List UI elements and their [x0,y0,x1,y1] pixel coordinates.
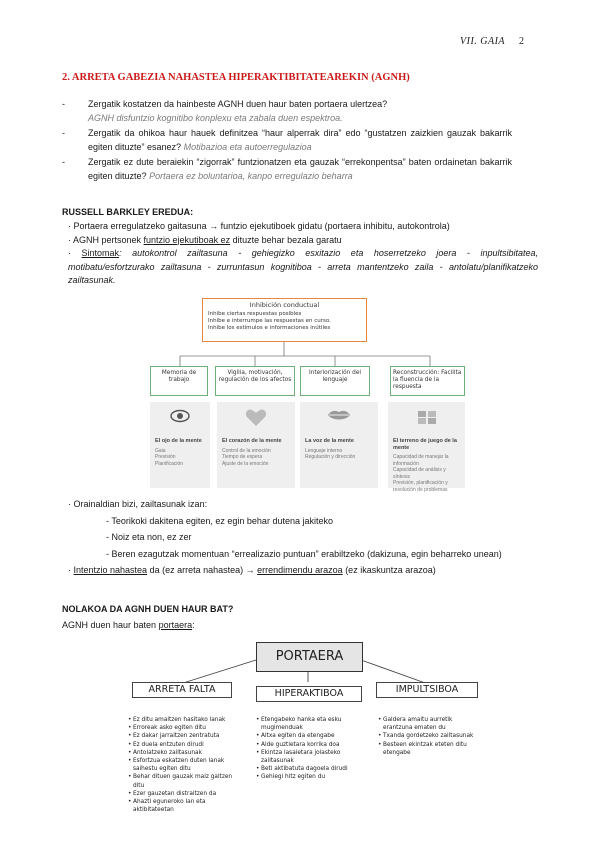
question-text: Zergatik da ohikoa haur hauek definitzea “haur alperrak dira” edo “gustatzen zaizkien gauzak bakarrik egiten dituzte” esanez? [88,128,512,152]
category-box: IMPULTSIBOA [376,682,478,698]
text-part: · AGNH pertsonek [68,234,144,245]
function-panel [300,402,378,488]
underlined-text: errendimendu arazoa [257,565,343,575]
list-item: • Ez ditu amaitzen hasitako lanak [128,716,236,724]
heart-icon [245,408,267,428]
inhibition-line: Inhibe e interrumpe las respuestas en curso. [208,318,331,324]
function-box: Reconstrucción: Facilita la fluencia de la respuesta [390,366,465,396]
present-sub: - Noiz eta non, ez zer [106,532,192,542]
inhibition-line: Inhibe los estímulos e informaciones inútiles [208,325,331,331]
underlined-text: portaera [158,620,193,630]
text-part: da (ez arreta nahastea) → [147,565,258,575]
present-block [68,498,538,578]
barkley-diagram [150,298,465,493]
inhibition-title: Inhibición conductual [249,301,320,309]
list-item: • Txanda gordetzeko zailtasunak [378,732,478,740]
answer-text: Motibazioa eta autoerregulazioa [183,141,312,152]
panel-title: El corazón de la mente [222,438,282,444]
hiperaktiboa-list [256,716,362,782]
question-item [62,127,512,154]
list-item: • Altxa egiten da etengabe [256,732,362,740]
panel-item: Gaia [155,447,166,454]
question-list [62,98,512,185]
panel-item: Lenguaje interno [305,447,343,454]
puzzle-icon [416,408,438,426]
panel-title: El ojo de la mente [155,438,202,444]
chapter-label: VII. GAIA [460,36,506,47]
underlined-text: funtzio ejekutiboak ez [143,234,231,245]
russell-line-3 [68,247,538,288]
nolakoa-heading: NOLAKOA DA AGNH DUEN HAUR BAT? [62,604,234,614]
page-number: 2 [519,36,525,47]
function-panel [217,402,295,488]
portaera-box: PORTAERA [256,642,363,672]
symptoms-text: : autokontrol zailtasuna - gehiegizko esxitazio eta hoserretzeko joera - inpultsibitatea, motibatu/esfortzurako zailtasuna - zurruntasun kognitiboa - arreta mantentzeko zaila - antolatu/planifikatzeko zailtasunak. [68,248,538,285]
panel-title: La voz de la mente [305,438,354,444]
list-item: • Erroreak asko egiten ditu [128,724,236,732]
list-item: • Ez dakar jarraitzen zentratuta [128,732,236,740]
panel-item: Ajuste de la emoción [222,460,269,467]
list-item: • Ezer gauzetan distraitzen da [128,790,236,798]
nolakoa-line [62,620,195,630]
panel-item: Capacidad de análisis y síntesis [393,467,446,480]
dash: - [62,99,65,109]
russell-line-1: · Portaera erregulatzeko gaitasuna → funtzio ejekutiboek gidatu (portaera inhibitu, autokontrola) [68,221,450,231]
russell-block [68,220,538,288]
category-box: ARRETA FALTA [132,682,232,698]
section-title: 2. ARRETA GABEZIA NAHASTEA HIPERAKTIBITATEAREKIN (AGNH) [62,72,410,83]
panel-item: Previsión, planificación y resolución de problemas [393,480,448,493]
list-item: • Alde guztietara korrika doa [256,741,362,749]
panel-item: Capacidad de manejar la información [393,454,449,467]
question-item [62,98,512,125]
question-item [62,156,512,183]
list-item: • Beti aktibatuta dagoela dirudi [256,765,362,773]
panel-item: Previsión [155,454,176,460]
category-box: HIPERAKTIBOA [256,686,362,702]
lips-icon [327,408,351,422]
panel-title: El terreno de juego de la mente [393,438,457,451]
inhibition-line: Inhibe ciertas respuestas posibles [208,311,302,317]
list-item: • Behar dituen gauzak maiz galtzen ditu [128,773,236,789]
present-sub: - Beren ezagutzak momentuan “errealizazio puntuan” erabiltzeko (dakizuna, egin beharreko unean) [106,548,502,559]
present-intro: · Orainaldian bizi, zailtasunak izan: [68,499,208,509]
function-panel [388,402,465,493]
answer-text: AGNH disfuntzio kognitibo konplexu eta zabala duen espektroa. [88,112,343,123]
question-text: Zergatik ez dute beraiekin “zigorrak” funtzionatzen eta gauzak “errekonpentsa” baten ordainetan bakarrik egiten dituzte? [88,157,512,181]
inhibition-box [202,298,367,342]
question-text: Zergatik kostatzen da hainbeste AGNH duen haur baten portaera ulertzea? [88,99,388,109]
list-item: • Esfortzua eskatzen duten lanak saihestu egiten ditu [128,757,236,773]
panel-item: Tiempo de espera [222,454,263,460]
list-item: • Ahazti eguneroko lan eta aktibitateetan [128,798,236,814]
text-part: dituzte behar bezala garatu [230,234,342,245]
list-item: • Galdera amaitu aurretik erantzuna ematen du [378,716,478,732]
panel-item: Control de la emoción [222,447,271,454]
list-item: • Antolatzeko zailtasunak [128,749,236,757]
underlined-text: Intentzio nahastea [73,565,148,575]
text-part: AGNH duen haur baten [62,620,159,630]
list-item: • Ekintza lasaietara jolasteko zailtasunak [256,749,362,765]
function-panel [150,402,210,488]
eye-icon [169,408,191,424]
text-part: · [68,248,82,258]
portaera-diagram [128,640,528,840]
text-part: · [68,565,74,575]
dash: - [62,157,65,167]
panel-item: Planificación [155,460,184,467]
page-header [460,36,525,47]
function-box: Memoria de trabajo [150,366,208,396]
russell-line-2 [68,234,538,248]
list-item: • Besteen ekintzak eteten ditu etengabe [378,741,478,757]
list-item: • Gehiegi hitz egiten du [256,773,362,781]
function-box: Interiorización del lenguaje [300,366,370,396]
present-sub: - Teorikoki dakitena egiten, ez egin behar dutena jakiteko [106,515,333,526]
list-item: • Etengabeko hanka eta esku mugimenduak [256,716,362,732]
present-last [68,564,538,578]
impultsiboa-list [378,716,478,757]
function-box: Vigilia, motivación, regulación de los afectos [215,366,295,396]
text-part: (ez ikaskuntza arazoa) [342,565,436,575]
panel-item: Regulación y dirección [305,454,356,460]
arreta-list [128,716,236,814]
list-item: • Ez duela entzuten dirudi [128,741,236,749]
answer-text: Portaera ez boluntarioa, kanpo erregulazio beharra [149,170,353,181]
dash: - [62,128,65,138]
russell-heading: RUSSELL BARKLEY EREDUA: [62,207,194,217]
text-part: : [192,620,195,630]
underlined-text: Sintomak [81,248,120,258]
